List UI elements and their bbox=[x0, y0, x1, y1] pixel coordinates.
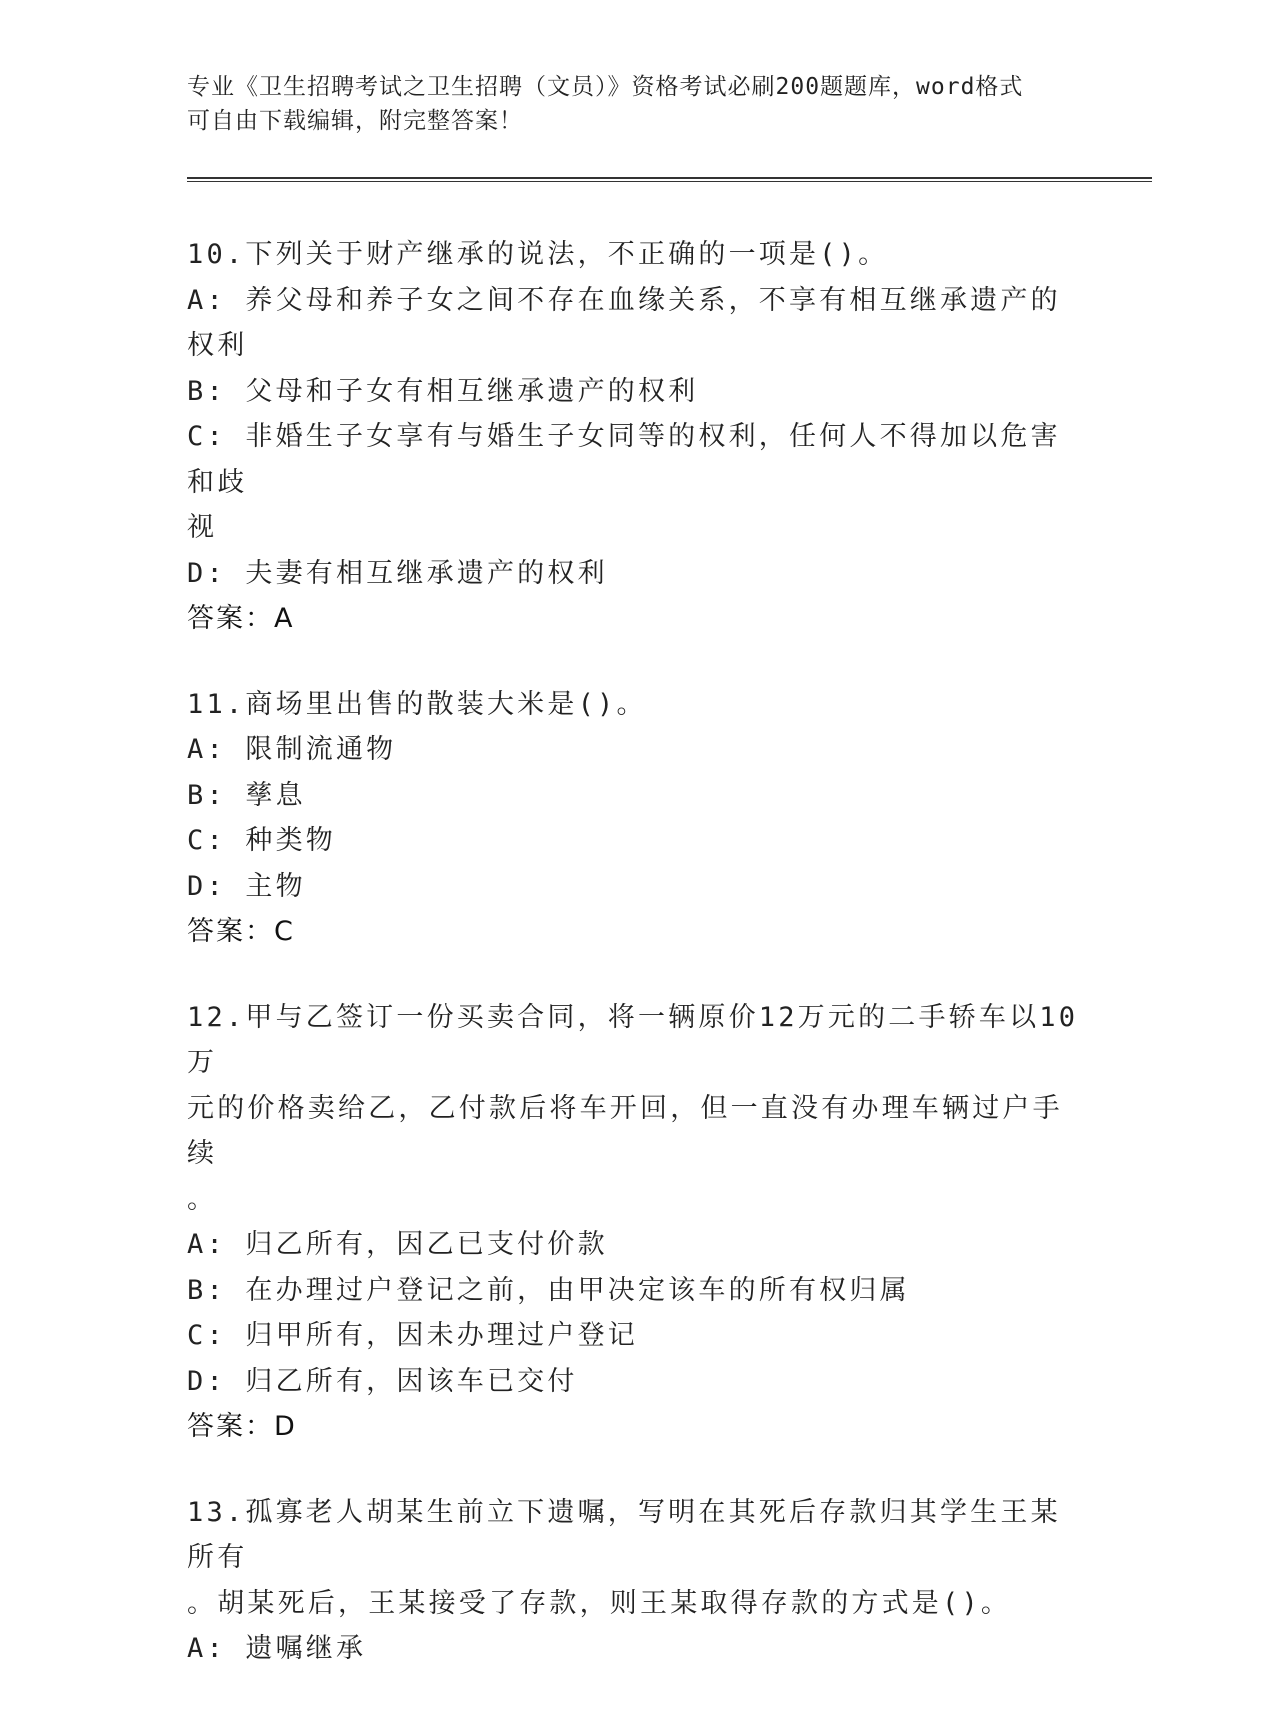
option-c: C: 归甲所有，因未办理过户登记 bbox=[187, 1320, 638, 1351]
question-text: 11.商场里出售的散装大米是()。 bbox=[187, 688, 647, 720]
option-c: C: 种类物 bbox=[187, 825, 336, 856]
option-b: B: 孳息 bbox=[187, 779, 306, 811]
answer-text: 答案：C bbox=[187, 916, 295, 947]
option-d: D: 夫妻有相互继承遗产的权利 bbox=[187, 557, 608, 589]
question-text-line-1: 13.孤寡老人胡某生前立下遗嘱，写明在其死后存款归其学生王某所有 bbox=[187, 1496, 1061, 1573]
question-text-line-2: 元的价格卖给乙，乙付款后将车开回，但一直没有办理车辆过户手续 bbox=[187, 1092, 1063, 1169]
option-a: A: 遗嘱继承 bbox=[187, 1633, 367, 1664]
option-c-continued: 视 bbox=[187, 512, 218, 543]
question-text-line-3: 。 bbox=[187, 1183, 218, 1215]
option-b: B: 在办理过户登记之前，由甲决定该车的所有权归属 bbox=[187, 1274, 910, 1306]
header-divider bbox=[187, 177, 1152, 182]
question-text-line-1: 12.甲与乙签订一份买卖合同，将一辆原价12万元的二手轿车以10万 bbox=[187, 1001, 1079, 1078]
question-11 bbox=[187, 682, 1087, 955]
answer-text: 答案：D bbox=[187, 1411, 297, 1442]
option-a: A: 养父母和养子女之间不存在血缘关系，不享有相互继承遗产的权利 bbox=[187, 284, 1061, 361]
question-12 bbox=[187, 995, 1087, 1450]
answer-text: 答案：A bbox=[187, 603, 295, 634]
option-a: A: 限制流通物 bbox=[187, 734, 397, 765]
document-header bbox=[187, 70, 1067, 138]
question-list bbox=[187, 232, 1087, 1712]
option-b: B: 父母和子女有相互继承遗产的权利 bbox=[187, 375, 699, 407]
question-text-line-2: 。胡某死后，王某接受了存款，则王某取得存款的方式是()。 bbox=[187, 1587, 1012, 1619]
header-line-2: 可自由下载编辑，附完整答案！ bbox=[187, 108, 523, 134]
question-text: 10.下列关于财产继承的说法，不正确的一项是()。 bbox=[187, 239, 889, 270]
option-c: C: 非婚生子女享有与婚生子女同等的权利，任何人不得加以危害和歧 bbox=[187, 421, 1061, 498]
header-line-1: 专业《卫生招聘考试之卫生招聘（文员）》资格考试必刷200题题库，word格式 bbox=[187, 74, 1024, 100]
question-13 bbox=[187, 1490, 1087, 1672]
option-d: D: 归乙所有，因该车已交付 bbox=[187, 1365, 578, 1397]
option-a: A: 归乙所有，因乙已支付价款 bbox=[187, 1229, 608, 1260]
option-d: D: 主物 bbox=[187, 870, 306, 902]
question-10 bbox=[187, 232, 1087, 642]
